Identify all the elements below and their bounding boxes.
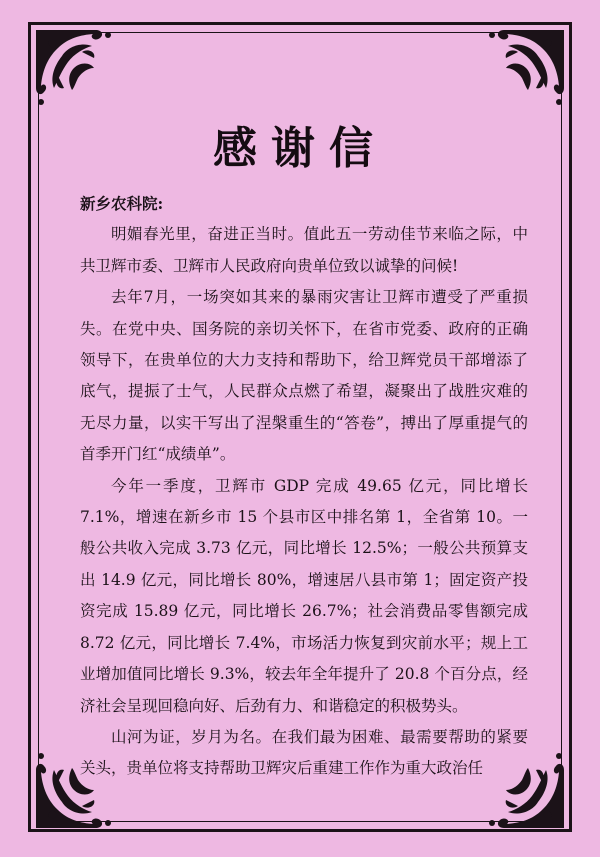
letter-body	[80, 188, 528, 785]
salutation: 新乡农科院:	[80, 194, 164, 213]
paragraph: 山河为证，岁月为名。在我们最为困难、最需要帮助的紧要关头，贵单位将支持帮助卫辉灾后重建工作作为重大政治任	[80, 727, 528, 778]
paragraph: 明媚春光里，奋进正当时。值此五一劳动佳节来临之际，中共卫辉市委、卫辉市人民政府向贵单位致以诚挚的问候!	[80, 225, 528, 275]
corner-ornament	[32, 26, 124, 118]
paragraph: 今年一季度，卫辉市 GDP 完成 49.65 亿元，同比增长 7.1%，增速在新乡市 15 个县市区中排名第 1，全省第 10。一般公共收入完成 3.73 亿元，同比增长 12.5%；一般公共预算支出 14.9 亿元，同比增长 80%，增速居八县市第 1；固定资产投资完成 15.89 亿元，同比增长 26.7%；社会消费品零售额完成 8.72 亿元，同比增长 7.4%，市场活力恢复到灾前水平；规上工业增加值同比增长 9.3%，较去年全年提升了 20.8 个百分点，经济社会呈现回稳向好、后劲有力、和谐稳定的积极势头。	[80, 476, 528, 715]
letter-title: 感谢信	[213, 123, 387, 174]
paragraph: 去年7月，一场突如其来的暴雨灾害让卫辉市遭受了严重损失。在党中央、国务院的亲切关怀下，在省市党委、政府的正确领导下，在贵单位的大力支持和帮助下，给卫辉党员干部增添了底气，提振了士气，人民群众点燃了希望，凝聚出了战胜灾难的无尽力量，以实干写出了涅槃重生的“答卷”，搏出了厚重提气的首季开门红“成绩单”。	[80, 288, 528, 464]
corner-ornament	[476, 26, 568, 118]
